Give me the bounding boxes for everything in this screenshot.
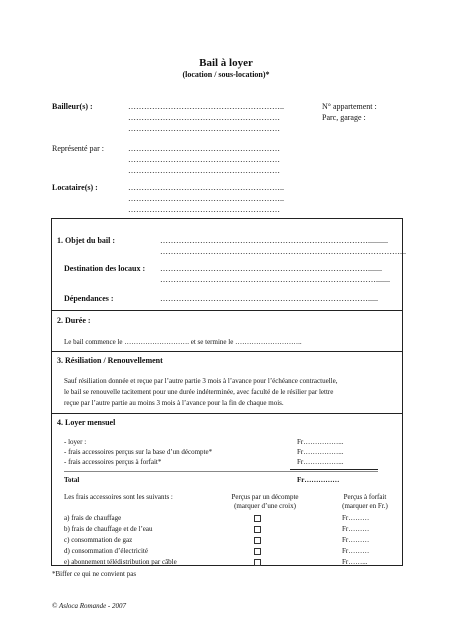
frais-row-forfait[interactable]: Fr……… bbox=[342, 514, 370, 522]
appartement-label: N° appartement : bbox=[322, 102, 377, 111]
objet-heading: 1. Objet du bail : bbox=[57, 236, 116, 245]
resiliation-para-2: le bail se renouvelle tacitement pour une durée indéterminée, avec faculté de le résilier par lettre bbox=[64, 388, 334, 396]
frais-checkbox[interactable] bbox=[254, 559, 261, 566]
locataire-label: Locataire(s) : bbox=[52, 183, 98, 192]
frais-row-label: d) consommation d’électricité bbox=[64, 547, 148, 555]
frais-row-label: c) consommation de gaz bbox=[64, 536, 133, 544]
col-forfait-header: Perçus à forfait bbox=[343, 493, 387, 501]
frais-row-label: a) frais de chauffage bbox=[64, 514, 122, 522]
frais-row-forfait[interactable]: Fr……… bbox=[342, 525, 370, 533]
col-decompte-header: Perçus par un décompte bbox=[231, 493, 299, 501]
divider bbox=[51, 310, 403, 311]
document-title: Bail à loyer bbox=[199, 57, 253, 69]
destination-line-2[interactable]: ………………………………………………………………………....... bbox=[160, 275, 390, 284]
frais-row-forfait[interactable]: Fr……… bbox=[342, 536, 370, 544]
resiliation-heading: 3. Résiliation / Renouvellement bbox=[57, 356, 163, 365]
locataire-line-2[interactable]: ………………………………………………….. bbox=[128, 194, 284, 203]
total-separator bbox=[64, 471, 378, 472]
col-forfait-note: (marquer en Fr.) bbox=[342, 502, 388, 510]
represente-label: Représenté par : bbox=[52, 144, 104, 153]
represente-line-2[interactable]: ………………………………………………… bbox=[128, 155, 280, 164]
duree-start-date[interactable]: ………………………. bbox=[124, 338, 189, 346]
dependances-label: Dépendances : bbox=[64, 294, 114, 303]
bailleur-label: Bailleur(s) : bbox=[52, 102, 93, 111]
frais-checkbox[interactable] bbox=[254, 515, 261, 522]
divider bbox=[51, 413, 403, 414]
copyright: © Asloca Romande - 2007 bbox=[52, 602, 127, 610]
col-decompte-note: (marquer d’une croix) bbox=[234, 502, 296, 510]
loyer-item-label: - frais accessoires perçus sur la base d’un décompte* bbox=[64, 448, 213, 456]
total-label: Total bbox=[64, 476, 80, 484]
frais-intro: Les frais accessoires sont les suivants : bbox=[64, 493, 173, 501]
dependances-line[interactable]: ……………………………………………………………………..... bbox=[160, 294, 378, 303]
garage-label: Parc, garage : bbox=[322, 113, 366, 122]
destination-line-1[interactable]: ……………………………………………………………………....... bbox=[160, 264, 382, 273]
frais-row-label: b) frais de chauffage et de l’eau bbox=[64, 525, 153, 533]
frais-row-forfait[interactable]: Fr……… bbox=[342, 547, 370, 555]
resiliation-para-1: Sauf résiliation donnée et reçue par l’autre partie 3 mois à l’avance pour l’échéance contractuelle, bbox=[64, 377, 338, 385]
loyer-item-value[interactable]: Fr……………... bbox=[297, 438, 344, 446]
bailleur-line-2[interactable]: ………………………………………………… bbox=[128, 113, 280, 122]
resiliation-para-3: reçue par l’autre partie au moins 3 mois à l’avance pour la fin de chaque mois. bbox=[64, 399, 284, 407]
frais-row-forfait[interactable]: Fr……... bbox=[342, 558, 368, 566]
destination-label: Destination des locaux : bbox=[64, 264, 146, 273]
frais-checkbox[interactable] bbox=[254, 548, 261, 555]
loyer-item-label: - loyer : bbox=[64, 438, 87, 446]
duree-sentence bbox=[64, 338, 302, 346]
represente-line-3[interactable]: ………………………………………………… bbox=[128, 166, 280, 175]
loyer-item-label: - frais accessoires perçus à forfait* bbox=[64, 458, 162, 466]
represente-line-1[interactable]: ………………………………………………… bbox=[128, 144, 280, 153]
frais-row-label: e) abonnement télédistribution par câble bbox=[64, 558, 177, 566]
objet-line-1[interactable]: …………………………………………………………………….......... bbox=[160, 236, 388, 245]
divider bbox=[51, 351, 403, 352]
frais-checkbox[interactable] bbox=[254, 537, 261, 544]
objet-line-2[interactable]: ………………………………………………………………………………... bbox=[160, 247, 406, 256]
document-subtitle: (location / sous-location)* bbox=[182, 70, 270, 79]
duree-text-mid: et se termine le bbox=[190, 338, 234, 346]
bailleur-line-3[interactable]: ………………………………………………… bbox=[128, 124, 280, 133]
bailleur-line-1[interactable]: ………………………………………………….. bbox=[128, 102, 284, 111]
loyer-heading: 4. Loyer mensuel bbox=[57, 418, 116, 427]
duree-text-start: Le bail commence le bbox=[64, 338, 123, 346]
duree-end-date[interactable]: ……………………….. bbox=[235, 338, 302, 346]
locataire-line-1[interactable]: ………………………………………………….. bbox=[128, 183, 284, 192]
total-rule bbox=[290, 469, 378, 470]
duree-heading: 2. Durée : bbox=[57, 316, 91, 325]
frais-checkbox[interactable] bbox=[254, 526, 261, 533]
loyer-item-value[interactable]: Fr……………... bbox=[297, 458, 344, 466]
footnote: *Biffer ce qui ne convient pas bbox=[52, 570, 137, 578]
locataire-line-3[interactable]: ………………………………………………… bbox=[128, 205, 280, 214]
total-value[interactable]: Fr…………… bbox=[297, 476, 340, 484]
loyer-item-value[interactable]: Fr……………... bbox=[297, 448, 344, 456]
